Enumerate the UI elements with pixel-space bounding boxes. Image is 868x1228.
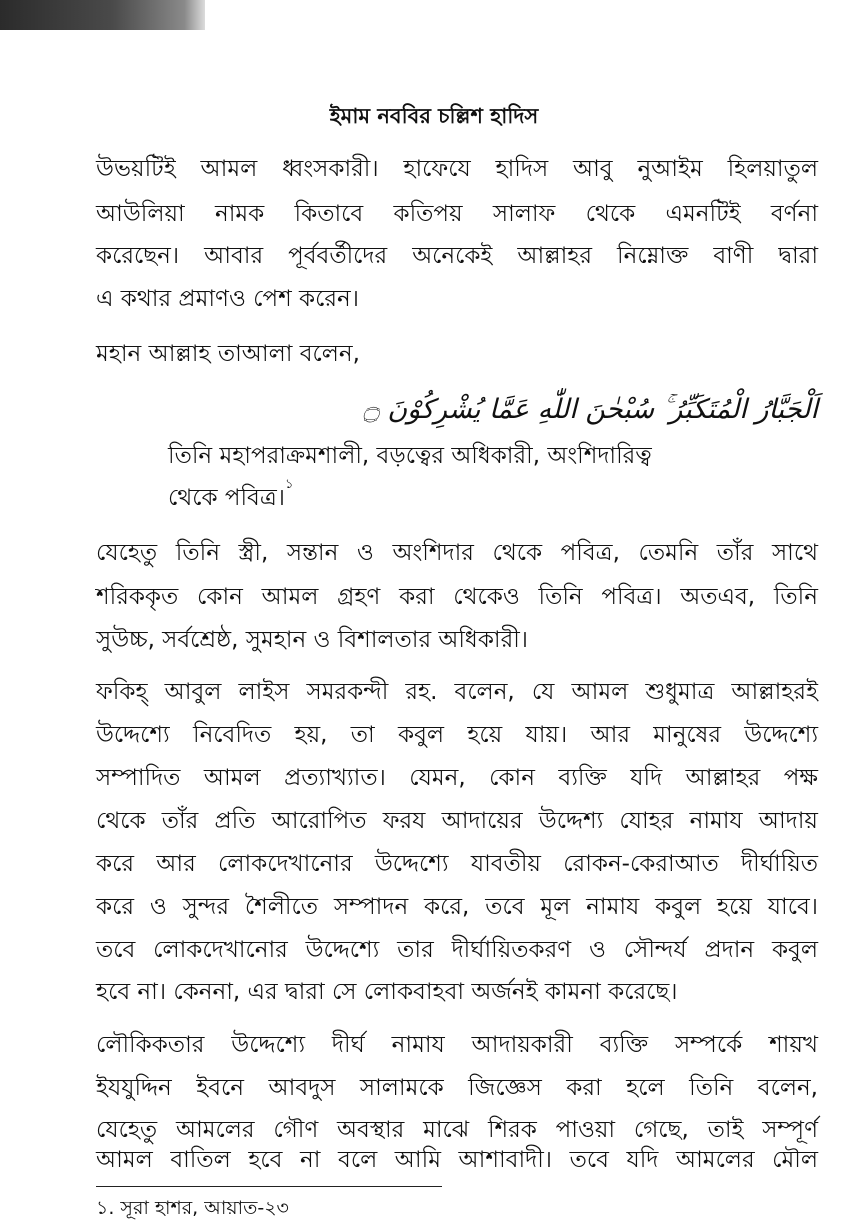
footnote: ১. সূরা হাশর, আয়াত-২৩ <box>96 1197 289 1219</box>
para1-line-3: করেছেন। আবার পূর্ববর্তীদের অনেকেই আল্লাহর নিম্নোক্ত বাণী দ্বারা <box>96 243 818 269</box>
para3-line-3: সম্পাদিত আমল প্রত্যাখ্যাত। যেমন, কোন ব্যক্তি যদি আল্লাহর পক্ষ <box>96 765 818 791</box>
footnote-divider <box>96 1186 442 1187</box>
para1-line-2: আউলিয়া নামক কিতাবে কতিপয় সালাফ থেকে এমনটিই বর্ণনা <box>96 201 818 227</box>
para3-line-6: করে ও সুন্দর শৈলীতে সম্পাদন করে, তবে মূল নামায কবুল হয়ে যাবে। <box>96 894 818 920</box>
para4-line-3: যেহেতু আমলের গৌণ অবস্থার মাঝে শিরক পাওয়া গেছে, তাই সম্পূর্ণ <box>96 1117 818 1143</box>
para3-line-2: উদ্দেশ্যে নিবেদিত হয়, তা কবুল হয়ে যায়। আর মানুষের উদ্দেশ্যে <box>96 722 818 748</box>
para3-line-7: তবে লোকদেখানোর উদ্দেশ্যে তার দীর্ঘায়িতকরণ ও সৌন্দর্য প্রদান কবুল <box>96 937 818 963</box>
verse-intro: মহান আল্লাহ তাআলা বলেন, <box>96 341 360 367</box>
para3-line-4: থেকে তাঁর প্রতি আরোপিত ফরয আদায়ের উদ্দেশ্য যোহর নামায আদায় <box>96 808 818 834</box>
running-head: ইমাম নববির চল্লিশ হাদিস <box>329 104 539 128</box>
para1-line-1: উভয়টিই আমল ধ্বংসকারী। হাফেযে হাদিস আবু নুআইম হিলয়াতুল <box>96 156 818 182</box>
translation-line-2 <box>168 478 293 518</box>
translation-line-1: তিনি মহাপরাক্রমশালী, বড়ত্বের অধিকারী, অংশিদারিত্ব <box>168 443 652 469</box>
scan-corner-shadow <box>0 0 205 30</box>
para3-line-5: করে আর লোকদেখানোর উদ্দেশ্যে যাবতীয় রোকন-কেরাআত দীর্ঘায়িত <box>96 851 818 877</box>
para4-line-4: আমল বাতিল হবে না বলে আমি আশাবাদী। তবে যদি আমলের মৌল <box>96 1147 818 1173</box>
translation-line-2-text: থেকে পবিত্র। <box>168 485 285 511</box>
para3-line-1: ফকিহ্ আবুল লাইস সমরকন্দী রহ. বলেন, যে আমল শুধুমাত্র আল্লাহরই <box>96 679 818 705</box>
para1-line-4: এ কথার প্রমাণও পেশ করেন। <box>96 286 359 312</box>
para2-line-2: শরিককৃত কোন আমল গ্রহণ করা থেকেও তিনি পবিত্র। অতএব, তিনি <box>96 584 818 610</box>
para4-line-2: ইযযুদ্দিন ইবনে আবদুস সালামকে জিজ্ঞেস করা হলে তিনি বলেন, <box>96 1075 818 1101</box>
arabic-verse: اَلْجَبَّارُ الْمُتَكَبِّرُ ۚ سُبْحٰنَ اللّٰهِ عَمَّا یُشْرِكُوْنَ ۝ <box>362 394 818 425</box>
para2-line-3: সুউচ্চ, সর্বশ্রেষ্ঠ, সুমহান ও বিশালতার অধিকারী। <box>96 627 529 653</box>
para2-line-1: যেহেতু তিনি স্ত্রী, সন্তান ও অংশিদার থেকে পবিত্র, তেমনি তাঁর সাথে <box>96 540 818 566</box>
para3-line-8: হবে না। কেননা, এর দ্বারা সে লোকবাহবা অর্জনই কামনা করেছে। <box>96 979 678 1005</box>
footnote-marker: ১ <box>285 477 294 492</box>
para4-line-1: লৌকিকতার উদ্দেশ্যে দীর্ঘ নামায আদায়কারী ব্যক্তি সম্পর্কে শায়খ <box>96 1032 818 1058</box>
